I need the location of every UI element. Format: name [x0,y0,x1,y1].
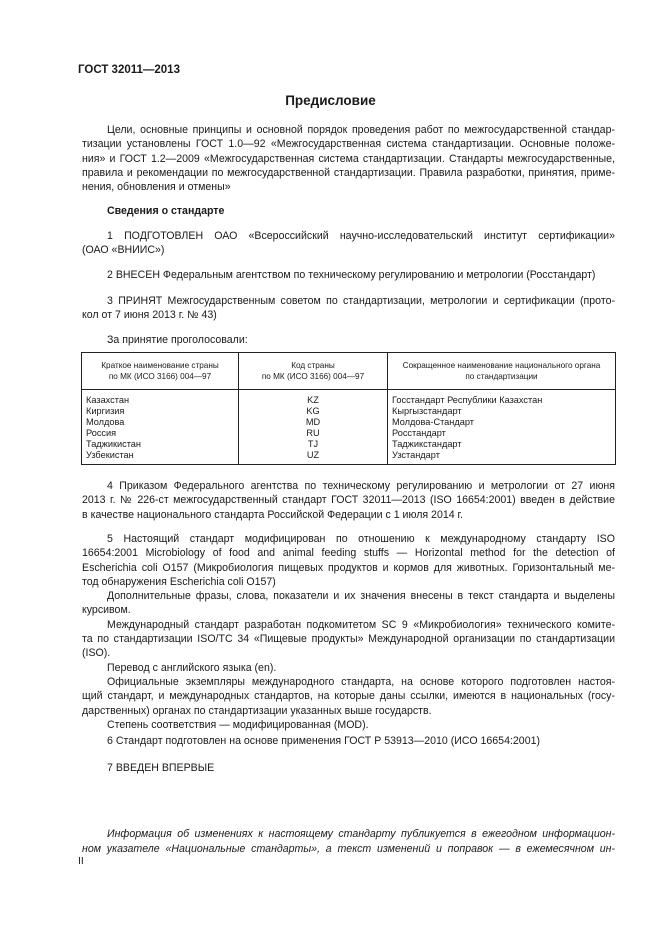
country-cell: Молдова [82,417,239,428]
text-line: та по стандартизации ISO/TC 34 «Пищевые продукты» Международной организации по стандартизации [82,633,615,646]
text-line: 6 Стандарт подготовлен на основе применения ГОСТ Р 53913—2010 (ИСО 16654:2001) [107,735,541,747]
text-line: 3 ПРИНЯТ Межгосударственным советом по стандартизации, метрологии и сертификации (прото- [107,295,615,307]
organ-cell: Молдова-Стандарт [388,417,616,428]
table-header-code: Код страны по МК (ИСО 3166) 004—97 [239,353,388,390]
text-line: тод обнаружения Escherichia coli O157) [82,575,276,588]
country-cell: Таджикистан [82,439,239,450]
table-header-country: Краткое наименование страны по МК (ИСО 3166) 004—97 [82,353,239,390]
organ-cell: Кыргызстандарт [388,406,616,417]
voting-table [81,352,616,465]
vote-intro [82,333,615,347]
text-line: Официальные экземпляры международного стандарта, на основе которого подготовлен настоя- [107,675,615,688]
text-line: правила и рекомендации по межгосударственной стандартизации. Правила разработки, принятия, приме- [82,166,615,179]
text-line: Степень соответствия — модифицированная (MOD). [107,718,369,731]
text-line: 2 ВНЕСЕН Федеральным агентством по техническому регулированию и метрологии (Росстандарт) [107,269,596,281]
code-cell: TJ [239,439,388,450]
table-header-organ: Сокращенное наименование национального органа по стандартизации [388,353,616,390]
item-4 [82,479,615,522]
text-line: курсивом. [82,604,131,617]
text-line: Цели, основные принципы и основной порядок проведения работ по межгосударственной стандар- [107,124,615,136]
text-line: нения, обновления и отмены» [82,181,231,194]
text-line: Escherichia coli O157 (Микробиология пищевых продуктов и кормов для животных. Горизонтальный ме- [82,561,615,574]
item-2 [82,268,615,282]
organ-cell: Росстандарт [388,428,616,439]
text-line: кол от 7 июня 2013 г. № 43) [82,309,217,322]
item-7 [82,761,615,775]
text-line: (ОАО «ВНИИС») [82,244,165,257]
text-line: 7 ВВЕДЕН ВПЕРВЫЕ [107,762,215,774]
country-cell: Казахстан [82,390,239,407]
table-row [82,439,616,450]
text-line: Международный стандарт разработан подкомитетом SC 9 «Микробиология» технического комите- [107,618,615,631]
code-cell: UZ [239,450,388,465]
organ-cell: Госстандарт Республики Казахстан [388,390,616,407]
text-line: За принятие проголосовали: [107,334,248,346]
intro-paragraph [82,123,615,194]
organ-cell: Таджикстандарт [388,439,616,450]
country-cell: Россия [82,428,239,439]
text-line: (ISO). [82,647,111,660]
text-line: 2013 г. № 226-ст межгосударственный стандарт ГОСТ 32011—2013 (ISO 16654:2001) введен в действие [82,494,615,507]
item-1 [82,229,615,258]
code-cell: KG [239,406,388,417]
page-number: II [78,855,84,867]
text-line: ном указателе «Национальные стандарты», а текст изменений и поправок — в ежемесячном ин- [82,843,615,855]
country-cell: Киргизия [82,406,239,417]
document-header: ГОСТ 32011—2013 [78,64,180,76]
code-cell: KZ [239,390,388,407]
text-line: 16654:2001 Microbiology of food and animal feeding stuffs — Horizontal method for the detection of [82,547,615,560]
country-cell: Узбекистан [82,450,239,465]
changes-note [82,827,615,857]
item-6 [82,734,615,748]
text-line: дарственных) органах по стандартизации указанных выше государств. [82,704,432,717]
text-line: в качестве национального стандарта Российской Федерации с 1 июля 2014 г. [82,508,464,521]
text-line: Перевод с английского языка (en). [107,661,277,674]
table-row [82,417,616,428]
text-line: 1 ПОДГОТОВЛЕН ОАО «Всероссийский научно-исследовательский институт сертификации» [107,230,615,242]
section-title: Предисловие [285,93,376,108]
text-line: щий стандарт, и международных стандартов, на которые даны ссылки, имеются в национальных (госу- [82,690,615,703]
table-row [82,428,616,439]
text-line: тизации установлены ГОСТ 1.0—92 «Межгосударственная система стандартизации. Основные положе- [82,138,615,151]
info-heading: Сведения о стандарте [107,205,225,217]
text-line: Дополнительные фразы, слова, показатели и их значения внесены в текст стандарта и выделены [107,590,615,603]
organ-cell: Узстандарт [388,450,616,465]
item-3 [82,294,615,323]
code-cell: RU [239,428,388,439]
table-row [82,406,616,417]
text-line: 4 Приказом Федерального агентства по техническому регулированию и метрологии от 27 июня [107,480,615,492]
code-cell: MD [239,417,388,428]
text-line: Информация об изменениях к настоящему стандарту публикуется в ежегодном информацион- [107,828,615,840]
text-line: 5 Настоящий стандарт модифицирован по отношению к международному стандарту ISO [107,533,615,545]
text-line: ния» и ГОСТ 1.2—2009 «Межгосударственная система стандартизации. Стандарты межгосударственные, [82,152,615,165]
item-5 [82,532,615,732]
table-row [82,450,616,465]
table-row [82,390,616,407]
